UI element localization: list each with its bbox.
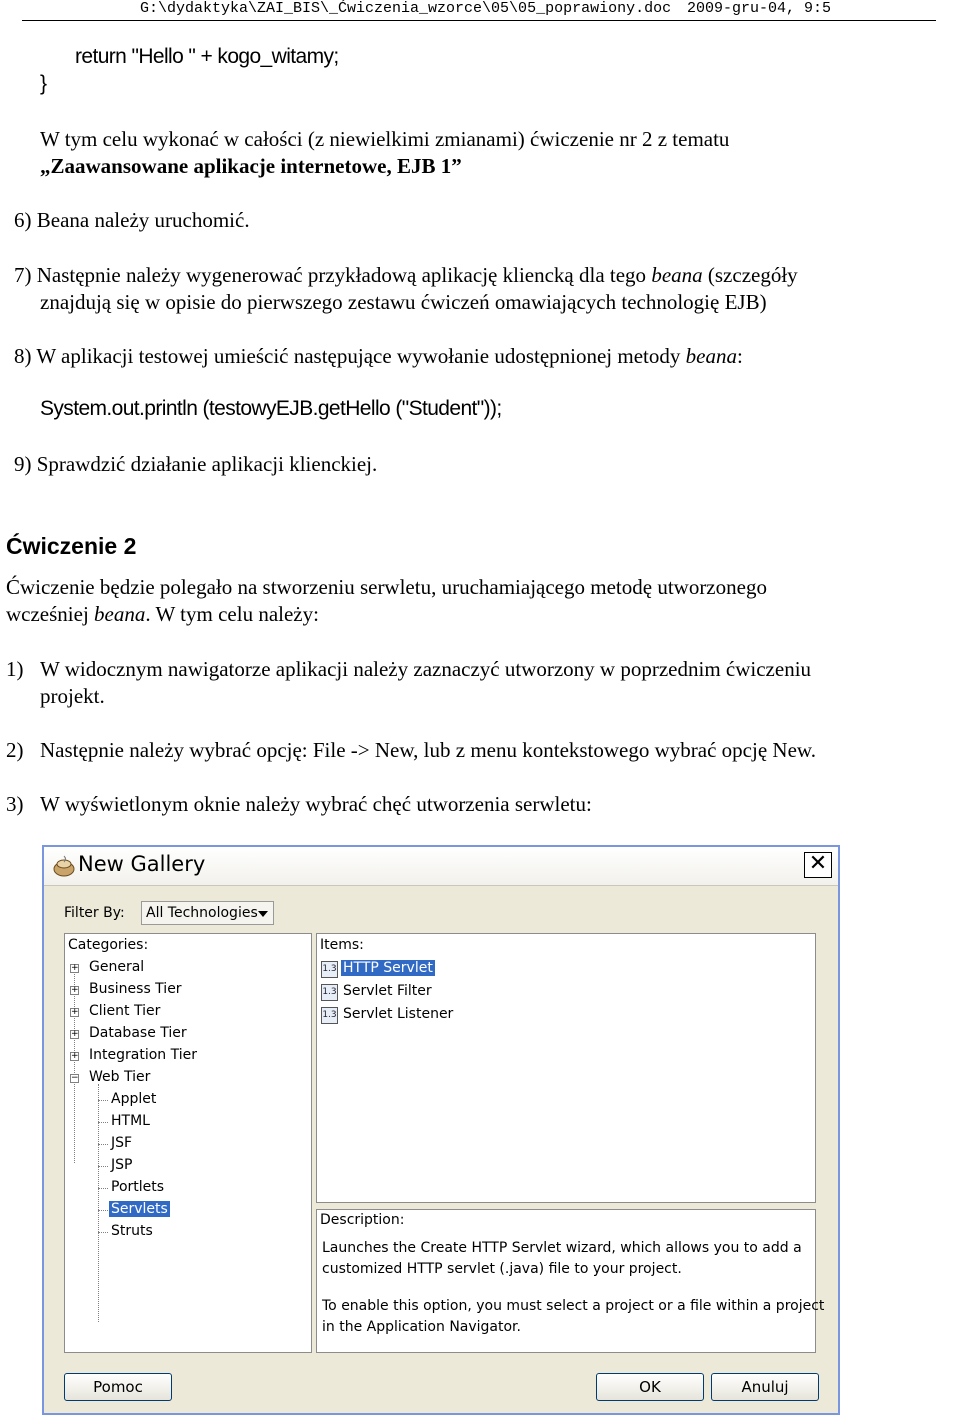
- expand-icon[interactable]: +: [71, 963, 79, 973]
- ok-button[interactable]: OK: [596, 1373, 704, 1401]
- step-7-em: beana: [651, 263, 703, 287]
- expand-icon[interactable]: +: [71, 1007, 79, 1017]
- step-6: 6) Beana należy uruchomić.: [14, 208, 250, 232]
- item-servlet-filter[interactable]: Servlet Filter: [343, 983, 432, 999]
- filter-value: All Technologies: [146, 905, 258, 921]
- tree-guide: [98, 1084, 99, 1322]
- header-divider: [22, 20, 936, 21]
- description-line-4: in the Application Navigator.: [322, 1319, 521, 1335]
- category-applet[interactable]: Applet: [111, 1091, 157, 1107]
- tree-guide: [98, 1166, 108, 1167]
- step-8: [14, 343, 743, 370]
- tree-guide: [98, 1210, 108, 1211]
- expand-icon[interactable]: +: [71, 1029, 79, 1039]
- step-7-text-a: 7) Następnie należy wygenerować przykładową aplikację kliencką dla tego: [14, 263, 652, 287]
- categories-panel: [64, 933, 312, 1353]
- intro2-text-b: . W tym celu należy:: [145, 602, 319, 626]
- servlet-filter-icon: 1.3: [321, 984, 338, 1001]
- items-panel: [316, 933, 816, 1203]
- document-path: G:\dydaktyka\ZAI_BIS\_Ćwiczenia_wzorce\05\05_poprawiony.doc: [140, 0, 672, 17]
- step-8-text-a: 8) W aplikacji testowej umieścić następujące wywołanie udostępnionej metody: [14, 344, 686, 368]
- list-item-2: Następnie należy wybrać opcję: File -> New, lub z menu kontekstowego wybrać opcję New.: [40, 738, 816, 762]
- close-button[interactable]: ✕: [804, 852, 832, 878]
- category-web-tier[interactable]: Web Tier: [89, 1069, 151, 1085]
- step-7-line-2: znajdują się w opisie do pierwszego zestawu ćwiczeń omawiających technologię EJB): [40, 290, 767, 314]
- categories-label: Categories:: [68, 937, 149, 953]
- expand-icon[interactable]: +: [71, 985, 79, 995]
- category-general[interactable]: General: [89, 959, 145, 975]
- intro-line-1: W tym celu wykonać w całości (z niewielkimi zmianami) ćwiczenie nr 2 z tematu: [40, 127, 730, 151]
- cancel-button[interactable]: Anuluj: [711, 1373, 819, 1401]
- category-integration-tier[interactable]: Integration Tier: [89, 1047, 197, 1063]
- collapse-icon[interactable]: −: [71, 1073, 79, 1083]
- tree-guide: [98, 1188, 108, 1189]
- category-jsf[interactable]: JSF: [111, 1135, 133, 1151]
- list-number-2: 2): [6, 738, 24, 762]
- code-return-line: return "Hello " + kogo_witamy;: [75, 45, 339, 68]
- filter-label: Filter By:: [64, 905, 125, 921]
- step-7-text-b: (szczegóły: [702, 263, 798, 287]
- dialog-title-bar[interactable]: [44, 847, 838, 886]
- tree-guide: [74, 969, 75, 1163]
- servlet-listener-icon: 1.3: [321, 1007, 338, 1024]
- intro-line-2: „Zaawansowane aplikacje internetowe, EJB 1”: [40, 154, 462, 178]
- category-servlets-selected[interactable]: Servlets: [111, 1201, 168, 1217]
- help-button[interactable]: Pomoc: [64, 1373, 172, 1401]
- intro2-em: beana: [94, 602, 146, 626]
- chevron-down-icon: [258, 911, 268, 917]
- description-panel: [316, 1209, 825, 1353]
- list-number-1: 1): [6, 657, 24, 681]
- category-business-tier[interactable]: Business Tier: [89, 981, 182, 997]
- intro2-text-a: wcześniej: [6, 602, 95, 626]
- items-label: Items:: [320, 937, 364, 953]
- category-jsp[interactable]: JSP: [111, 1157, 133, 1173]
- intro2-line-1: Ćwiczenie będzie polegało na stworzeniu serwletu, uruchamiającego metodę utworzonego: [6, 575, 767, 599]
- tree-guide: [98, 1100, 108, 1101]
- step-7-line-1: [14, 262, 798, 289]
- new-gallery-dialog: [42, 845, 840, 1415]
- list-item-1-line-2: projekt.: [40, 684, 105, 708]
- description-line-2: customized HTTP servlet (.java) file to your project.: [322, 1261, 682, 1277]
- list-number-3: 3): [6, 792, 24, 816]
- step-8-text-b: :: [736, 344, 743, 368]
- item-http-servlet-selected[interactable]: HTTP Servlet: [343, 960, 433, 976]
- category-database-tier[interactable]: Database Tier: [89, 1025, 187, 1041]
- tree-guide: [98, 1232, 108, 1233]
- step-8-em: beana: [685, 344, 737, 368]
- list-item-3: W wyświetlonym oknie należy wybrać chęć utworzenia serwletu:: [40, 792, 592, 816]
- description-label: Description:: [320, 1212, 405, 1228]
- code-println-line: System.out.println (testowyEJB.getHello ("Student"));: [40, 397, 502, 420]
- closing-brace: }: [40, 72, 47, 95]
- category-struts[interactable]: Struts: [111, 1223, 153, 1239]
- document-date: 2009-gru-04, 9:5: [687, 0, 832, 17]
- tree-guide: [98, 1144, 108, 1145]
- filter-dropdown[interactable]: [141, 901, 274, 925]
- tree-guide: [98, 1122, 108, 1123]
- expand-icon[interactable]: +: [71, 1051, 79, 1061]
- item-servlet-listener[interactable]: Servlet Listener: [343, 1006, 454, 1022]
- description-line-1: Launches the Create HTTP Servlet wizard, which allows you to add a: [322, 1240, 802, 1256]
- step-9: 9) Sprawdzić działanie aplikacji klienckiej.: [14, 452, 378, 476]
- category-html[interactable]: HTML: [111, 1113, 150, 1129]
- intro2-line-2: [6, 601, 319, 628]
- list-item-1-line-1: W widocznym nawigatorze aplikacji należy zaznaczyć utworzony w poprzednim ćwiczeniu: [40, 657, 812, 681]
- category-portlets[interactable]: Portlets: [111, 1179, 165, 1195]
- servlet-icon: 1.3: [321, 961, 338, 978]
- section-title: Ćwiczenie 2: [6, 533, 137, 559]
- dialog-title: New Gallery: [78, 852, 206, 876]
- description-line-3: To enable this option, you must select a project or a file within a project: [322, 1298, 825, 1314]
- category-client-tier[interactable]: Client Tier: [89, 1003, 161, 1019]
- gallery-icon: [52, 854, 76, 878]
